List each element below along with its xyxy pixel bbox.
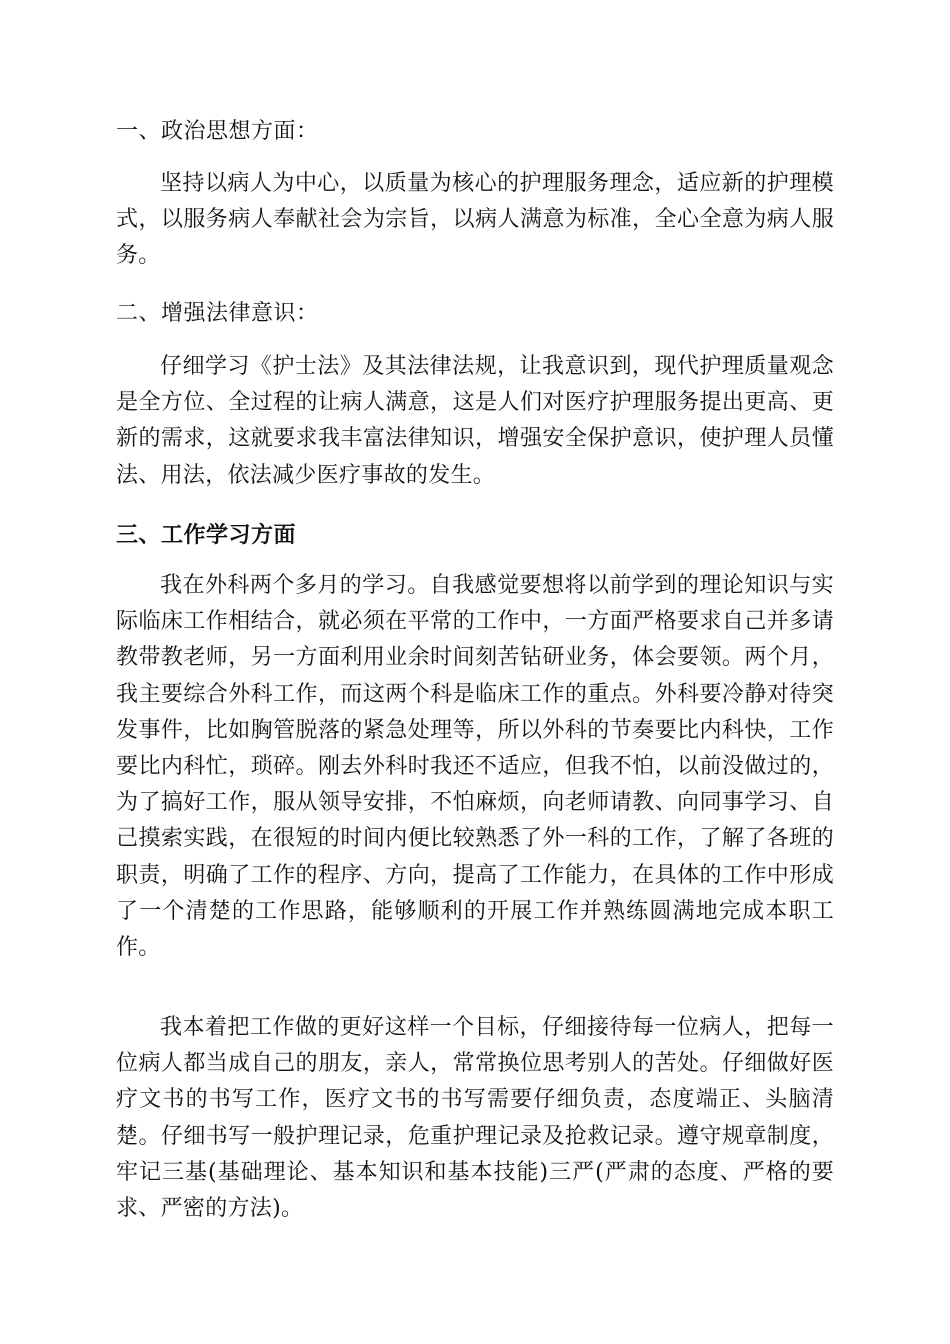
section-heading-political: 一、政治思想方面： (116, 119, 319, 144)
section-heading-work-study: 三、工作学习方面 (116, 522, 297, 548)
paragraph-legal: 仔细学习《护士法》及其法律法规，让我意识到，现代护理质量观念是全方位、全过程的让病人满意，这是人们对医疗护理服务提出更高、更新的需求，这就要求我丰富法律知识，增强安全保护意识，使护理人员懂法、用法，依法减少医疗事故的发生。 (116, 354, 834, 488)
paragraph-political: 坚持以病人为中心，以质量为核心的护理服务理念，适应新的护理模式，以服务病人奉献社会为宗旨，以病人满意为标准，全心全意为病人服务。 (116, 171, 834, 269)
paragraph-work-study-2: 我本着把工作做的更好这样一个目标，仔细接待每一位病人，把每一位病人都当成自己的朋友，亲人，常常换位思考别人的苦处。仔细做好医疗文书的书写工作，医疗文书的书写需要仔细负责，态度端正、头脑清楚。仔细书写一般护理记录，危重护理记录及抢救记录。遵守规章制度，牢记三基(基础理论、基本知识和基本技能)三严(严肃的态度、严格的要求、严密的方法)。 (116, 1015, 834, 1222)
paragraph-work-study-1: 我在外科两个多月的学习。自我感觉要想将以前学到的理论知识与实际临床工作相结合，就必须在平常的工作中，一方面严格要求自己并多请教带教老师，另一方面利用业余时间刻苦钻研业务，体会要领。两个月，我主要综合外科工作，而这两个科是临床工作的重点。外科要冷静对待突发事件，比如胸管脱落的紧急处理等，所以外科的节奏要比内科快，工作要比内科忙，琐碎。刚去外科时我还不适应，但我不怕，以前没做过的，为了搞好工作，服从领导安排，不怕麻烦，向老师请教、向同事学习、自己摸索实践，在很短的时间内便比较熟悉了外一科的工作，了解了各班的职责，明确了工作的程序、方向，提高了工作能力，在具体的工作中形成了一个清楚的工作思路，能够顺利的开展工作并熟练圆满地完成本职工作。 (116, 573, 834, 961)
section-heading-legal: 二、增强法律意识： (116, 301, 319, 326)
